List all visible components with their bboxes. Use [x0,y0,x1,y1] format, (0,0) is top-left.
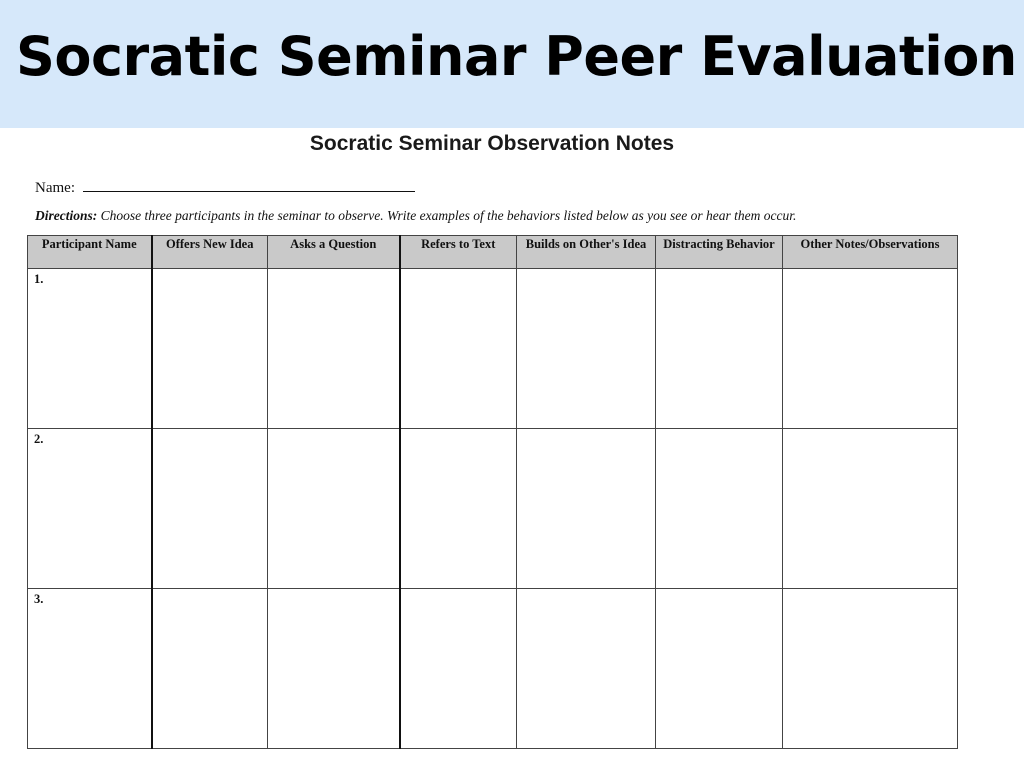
observation-cell[interactable] [268,269,400,429]
observation-cell[interactable] [400,429,517,589]
column-header-builds-on-others-idea: Builds on Other's Idea [517,236,656,269]
observation-notes-document [0,128,1024,768]
observation-cell[interactable] [656,429,783,589]
directions-lead: Directions: [35,208,98,223]
table-row [28,269,958,429]
observation-cell[interactable] [152,269,268,429]
table-row [28,429,958,589]
column-header-asks-a-question: Asks a Question [268,236,400,269]
column-header-offers-new-idea: Offers New Idea [152,236,268,269]
observation-cell[interactable] [783,589,958,749]
observation-cell[interactable] [517,269,656,429]
directions [35,208,796,224]
observation-cell[interactable] [656,589,783,749]
observation-table [27,235,958,749]
observation-cell[interactable] [656,269,783,429]
slide-title: Socratic Seminar Peer Evaluation [16,25,1017,88]
observation-cell[interactable] [783,429,958,589]
table-header-row [28,236,958,269]
name-label: Name: [35,180,75,196]
observation-cell[interactable] [783,269,958,429]
observation-cell[interactable] [517,589,656,749]
observation-cell[interactable] [517,429,656,589]
document-title: Socratic Seminar Observation Notes [309,132,675,155]
observation-cell[interactable] [152,589,268,749]
column-header-participant-name: Participant Name [28,236,152,269]
name-field-row [35,178,415,197]
participant-label-cell: 1. [28,269,152,429]
observation-cell[interactable] [268,429,400,589]
observation-cell[interactable] [152,429,268,589]
observation-cell[interactable] [268,589,400,749]
participant-label-cell: 2. [28,429,152,589]
participant-label-cell: 3. [28,589,152,749]
observation-cell[interactable] [400,589,517,749]
column-header-other-notes: Other Notes/Observations [783,236,958,269]
name-blank-line [83,178,415,192]
column-header-refers-to-text: Refers to Text [400,236,517,269]
table-row [28,589,958,749]
column-header-distracting-behavior: Distracting Behavior [656,236,783,269]
directions-text: Choose three participants in the seminar to observe. Write examples of the behaviors listed below as you see or hear them occur. [100,208,797,223]
slide-title-bar [0,0,1024,128]
observation-cell[interactable] [400,269,517,429]
